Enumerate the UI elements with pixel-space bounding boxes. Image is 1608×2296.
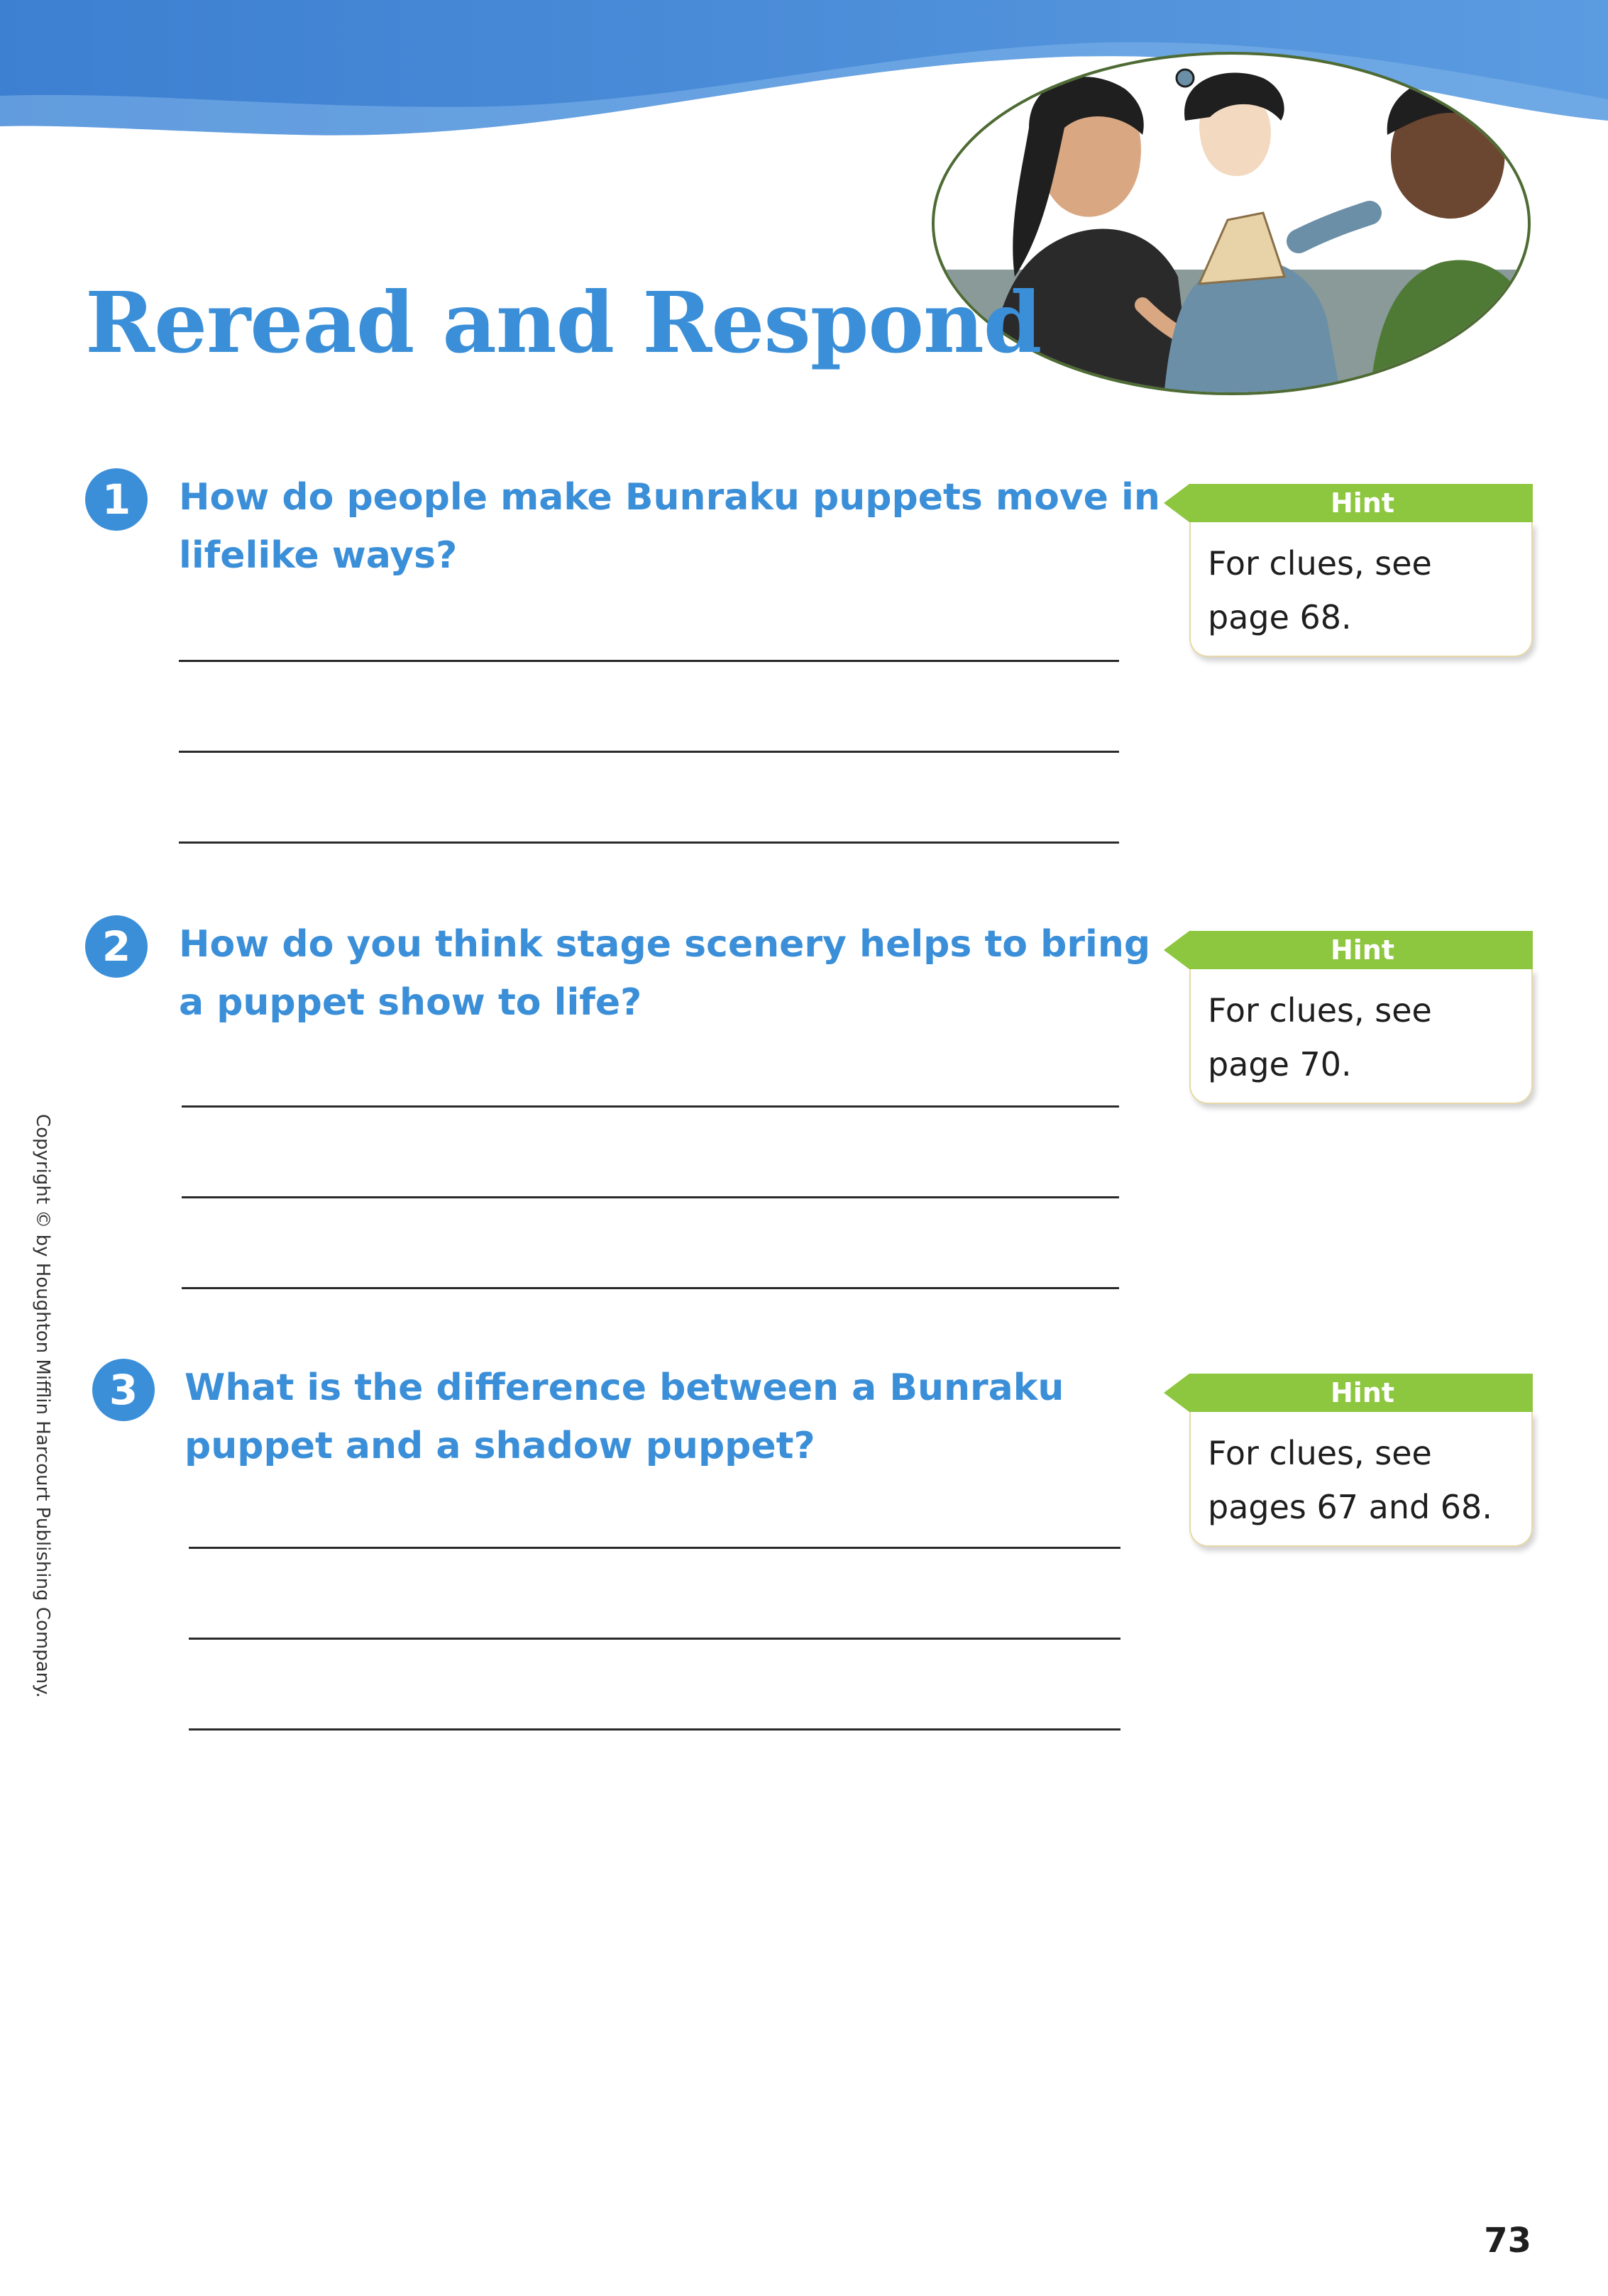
answer-line[interactable]: [182, 1196, 1119, 1198]
answer-line[interactable]: [189, 1547, 1120, 1549]
answer-line[interactable]: [179, 751, 1119, 753]
hint-label: Hint: [1330, 934, 1395, 966]
hint-text: For clues, see pages 67 and 68.: [1208, 1434, 1492, 1526]
hint-body: [1189, 1412, 1533, 1547]
hint-box-3: [1164, 1374, 1533, 1558]
question-3: [85, 1359, 1135, 1742]
question-number-badge: 1: [85, 468, 148, 531]
hint-body: [1189, 969, 1533, 1104]
hint-box-1: [1164, 484, 1533, 668]
hint-box-2: [1164, 931, 1533, 1115]
copyright-notice: Copyright © by Houghton Mifflin Harcourt Publishing Company.: [32, 1114, 53, 1699]
hint-text: For clues, see page 70.: [1208, 991, 1432, 1083]
hint-text: For clues, see page 68.: [1208, 544, 1432, 636]
answer-line[interactable]: [189, 1638, 1120, 1640]
answer-line[interactable]: [179, 660, 1119, 662]
hint-label: Hint: [1330, 1377, 1395, 1408]
answer-line[interactable]: [182, 1105, 1119, 1108]
page-number: 73: [1484, 2221, 1531, 2261]
answer-line[interactable]: [182, 1287, 1119, 1289]
question-1: [85, 468, 1160, 851]
answer-line[interactable]: [189, 1728, 1120, 1731]
question-text: How do people make Bunraku puppets move in lifelike ways?: [179, 476, 1160, 577]
question-2: [85, 915, 1151, 1298]
question-text: What is the difference between a Bunraku puppet and a shadow puppet?: [185, 1367, 1064, 1467]
question-number-badge: 2: [85, 915, 148, 978]
hint-label: Hint: [1330, 487, 1395, 519]
question-number-badge: 3: [92, 1359, 155, 1421]
page-title: Reread and Respond: [85, 273, 1042, 372]
hint-body: [1189, 522, 1533, 657]
answer-line[interactable]: [179, 841, 1119, 844]
question-text: How do you think stage scenery helps to bring a puppet show to life?: [179, 923, 1151, 1024]
